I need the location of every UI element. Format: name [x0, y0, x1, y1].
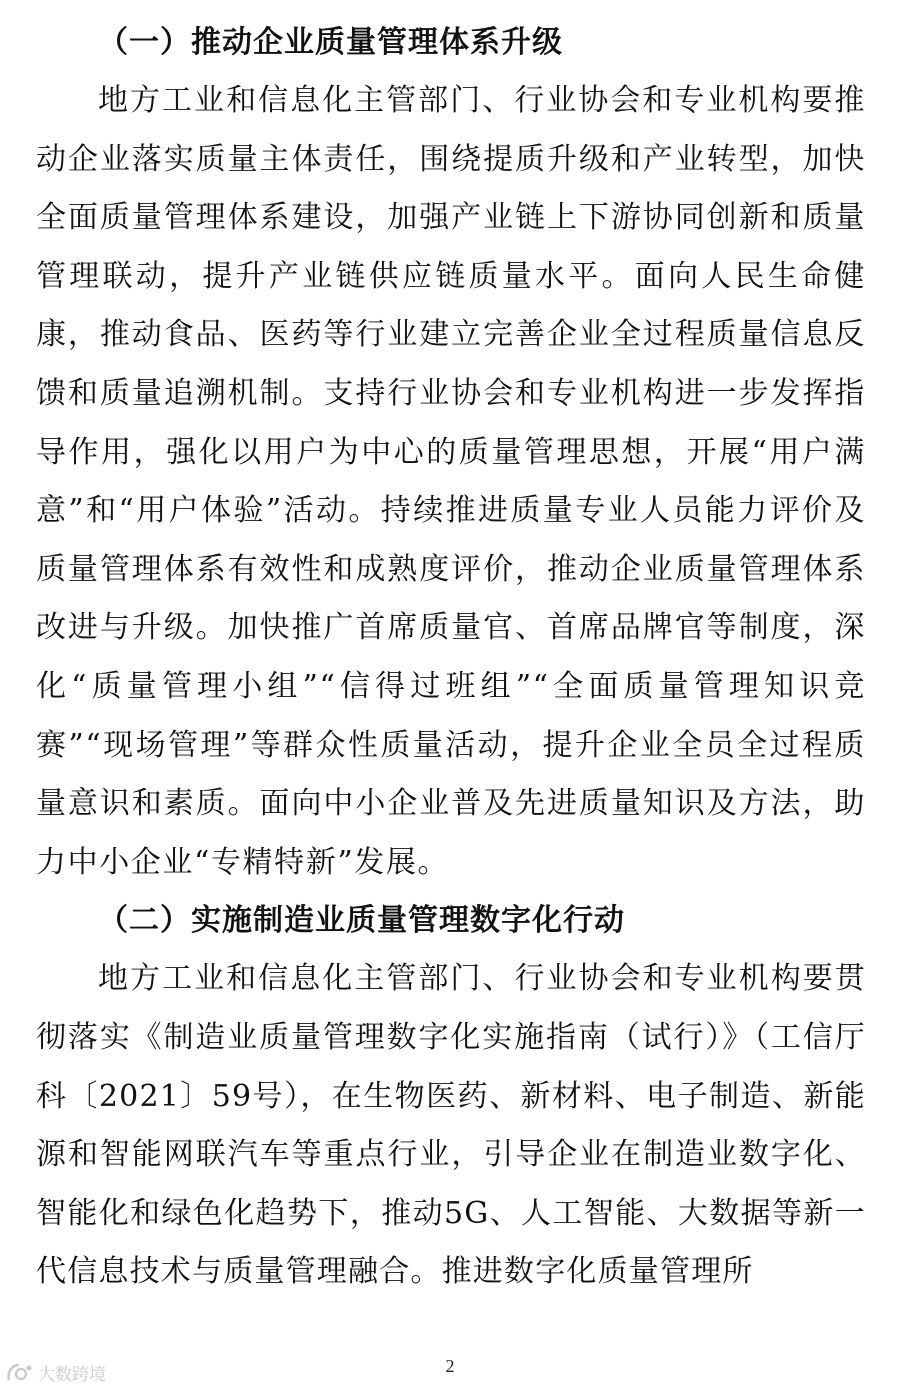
section-paragraph-2: 地方工业和信息化主管部门、行业协会和专业机构要贯彻落实《制造业质量管理数字化实施指南（试行）》（工信厅科〔2021〕59号），在生物医药、新材料、电子制造、新能源和智能网联汽车等重点行业，引导企业在制造业数字化、智能化和绿色化趋势下，推动5G、人工智能、大数据等新一代信息技术与质量管理融合。推进数字化质量管理所 — [36, 961, 866, 1290]
page-number: 2 — [445, 1356, 455, 1376]
watermark-text: 大数跨境 — [38, 1365, 106, 1385]
watermark — [6, 1360, 106, 1385]
document-page — [36, 14, 866, 1302]
logo-icon — [6, 1362, 34, 1384]
section-paragraph-1: 地方工业和信息化主管部门、行业协会和专业机构要推动企业落实质量主体责任，围绕提质升级和产业转型，加快全面质量管理体系建设，加强产业链上下游协同创新和质量管理联动，提升产业链供应链质量水平。面向人民生命健康，推动食品、医药等行业建立完善企业全过程质量信息反馈和质量追溯机制。支持行业协会和专业机构进一步发挥指导作用，强化以用户为中心的质量管理思想，开展“用户满意”和“用户体验”活动。持续推进质量专业人员能力评价及质量管理体系有效性和成熟度评价，推动企业质量管理体系改进与升级。加快推广首席质量官、首席品牌官等制度，深化“质量管理小组”“信得过班组”“全面质量管理知识竞赛”“现场管理”等群众性质量活动，提升企业全员全过程质量意识和素质。面向中小企业普及先进质量知识及方法，助力中小企业“专精特新”发展。 — [36, 83, 866, 880]
section-heading-1: （一）推动企业质量管理体系升级 — [98, 25, 563, 60]
section-heading-2: （二）实施制造业质量管理数字化行动 — [98, 903, 625, 939]
